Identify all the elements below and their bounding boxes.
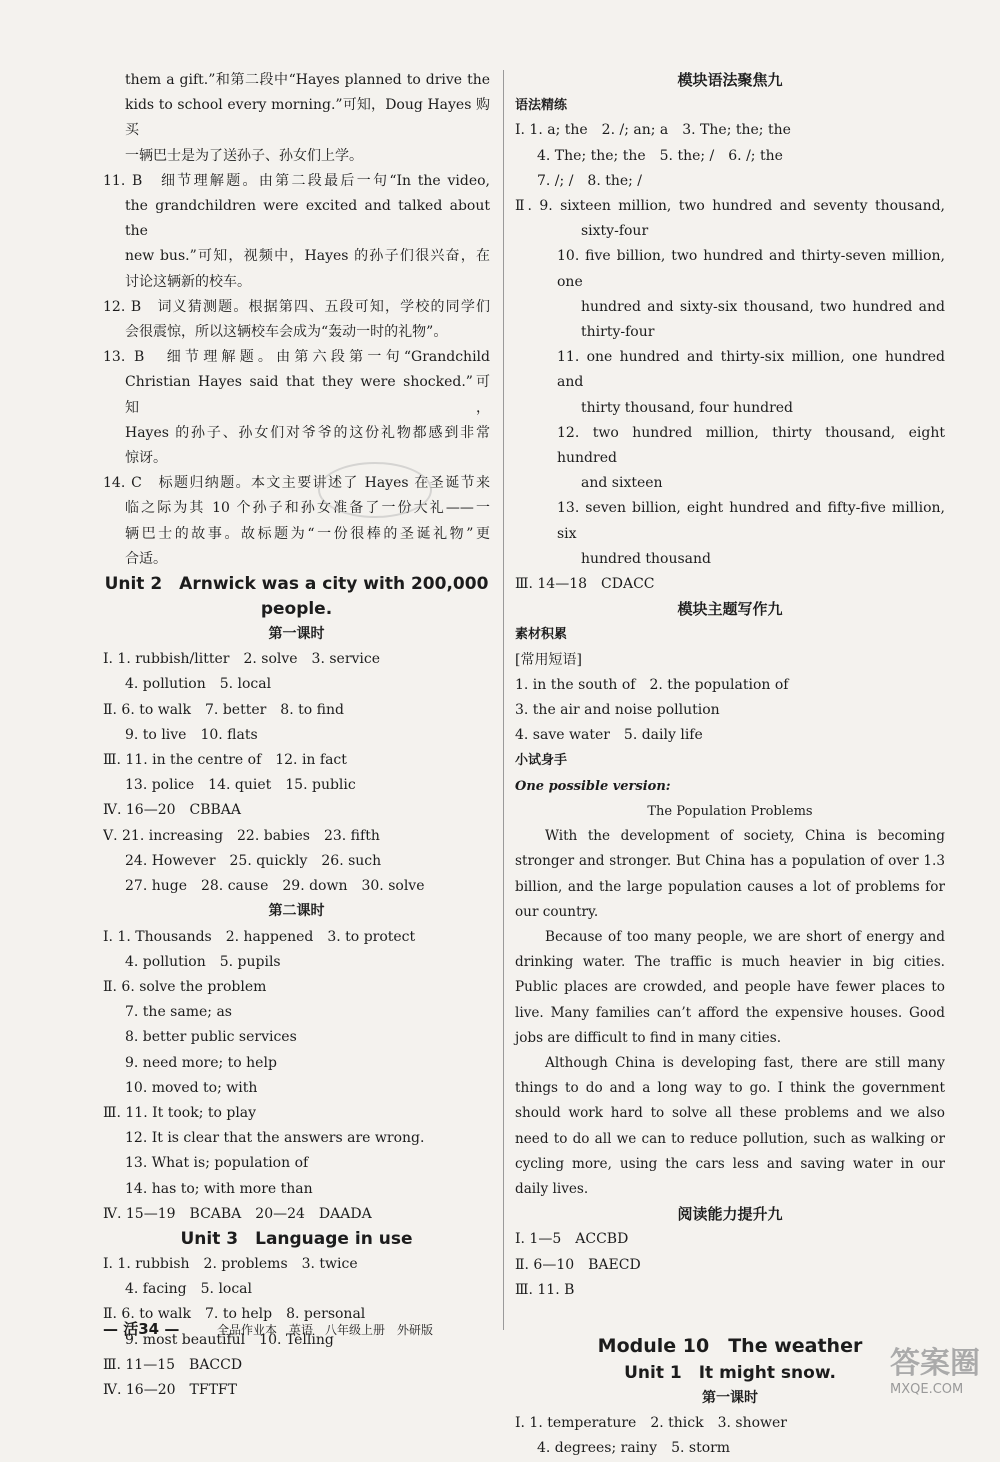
answer-line: 第一课时 [268,626,325,643]
essay-paragraph: Although China is developing fast, there are still many things to do and a long way to go. I think the government should work hard to solve all these problems and we also need to do all we can to reduce pollution, such as walking or cycling more, using the cars less and saving water in our daily lives. [515,1054,945,1197]
answer-line: Hayes 的孙子、孙女们对爷爷的这份礼物都感到非常 [125,424,490,441]
answer-line: 12. two hundred million, thirty thousand, eight hundred [557,424,945,467]
answer-line: 12. It is clear that the answers are wrong. [125,1130,425,1147]
answer-line: 模块主题写作九 [677,600,783,619]
answer-line: hundred and sixty-six thousand, two hundred and [581,298,945,315]
answer-line: them a gift.”和第二段中“Hayes planned to drive the [125,72,490,88]
answer-line: 11. one hundred and thirty-six million, one hundred and [557,349,945,391]
watermark-brand: 答案圈 [890,1346,980,1381]
answer-line: 13. What is; population of [125,1155,309,1172]
answer-line: Ⅱ. 6. to walk 7. better 8. to find [103,701,344,718]
essay-paragraph: With the development of society, China is becoming stronger and stronger. But China has a population of over 1.3 billion, and the large population causes a lot of problems for our country. [515,828,945,920]
answer-line: the grandchildren were excited and talked about the [125,198,490,240]
unit-title: Unit 1 It might snow. [624,1362,836,1383]
essay [515,824,945,1202]
answer-line: 临之际为其 10 个孙子和孙女准备了一份大礼——一 [125,500,490,517]
answer-line: 13. police 14. quiet 15. public [125,777,356,794]
answer-line: 10. moved to; with [125,1079,258,1096]
answer-line: 4. save water 5. daily life [515,727,703,744]
answer-line: 14. has to; with more than [125,1180,313,1197]
stamp-icon [318,462,432,518]
answer-line: Ⅱ. 6. to walk 7. to help 8. personal [103,1306,366,1323]
answer-line: 3. the air and noise pollution [515,702,720,719]
answer-line: Ⅲ. 11. B [515,1281,575,1298]
answer-line: Ⅱ. 6. solve the problem [103,978,267,995]
watermark [890,1338,980,1397]
answer-line: 4. pollution 5. pupils [125,953,281,970]
answer-line: 合适。 [125,550,167,567]
answer-line: 7. the same; as [125,1004,232,1021]
answer-line: 第二课时 [268,903,325,920]
lesson-title: 第一课时 [702,1389,758,1406]
answer-line: 1. in the south of 2. the population of [515,676,789,693]
answer-line: new bus.”可知，视频中，Hayes 的孙子们很兴奋，在 [125,248,490,265]
answer-line: people. [260,599,333,620]
answer-line: Ⅲ. 11—15 BACCD [103,1356,243,1373]
answer-line: 8. better public services [125,1029,297,1046]
answer-line: sixty-four [581,223,649,240]
answer-line: and sixteen [581,475,663,492]
answer-line: Unit 3 Language in use [180,1228,413,1249]
answer-line: 24. However 25. quickly 26. such [125,852,382,869]
answer-line: Ⅳ. 16—20 TFTFT [103,1381,237,1398]
left-column [103,68,490,1403]
answer-line: Unit 2 Arnwick was a city with 200,000 [104,574,489,595]
answer-line: 一辆巴士是为了送孙子、孙女们上学。 [125,147,363,164]
answer-line: kids to school every morning.”可知，Doug Hayes 购买 [125,97,490,139]
answer-line: Ⅳ. 15—19 BCABA 20—24 DAADA [103,1205,372,1222]
answer-line: 4. pollution 5. local [125,676,272,693]
answer-line: Ⅱ. 6—10 BAECD [515,1256,641,1273]
answer-line: 讨论这辆新的校车。 [125,273,251,290]
answer-line: 9. most beautiful 10. Telling [125,1331,334,1348]
page-number: — 活34 — [103,1320,180,1338]
book-title: 全品作业本 英语 八年级上册 外研版 [216,1323,433,1337]
answer-line: 语法精练 [515,98,568,114]
answer-line: thirty thousand, four hundred [581,399,794,416]
answer-line: hundred thousand [581,550,711,567]
answer-line: Ⅰ. 1. temperature 2. thick 3. shower [515,1415,787,1432]
answer-line: Ⅳ. 16—20 CBBAA [103,802,242,819]
answer-line: 9. to live 10. flats [125,726,258,743]
answer-line: 素材积累 [515,627,568,643]
answer-line: Ⅰ. 1—5 ACCBD [515,1231,629,1248]
answer-line: Ⅰ. 1. rubbish/litter 2. solve 3. service [103,651,381,668]
answer-line: thirty-four [581,324,655,341]
answer-line: 惊讶。 [125,450,167,467]
answer-line: 9. need more; to help [125,1054,277,1071]
answer-line: 4. The; the; the 5. the; / 6. /; the [537,147,783,164]
right-column [515,68,945,1462]
answer-line: One possible version: [515,778,671,794]
answer-line: [常用短语] [515,651,582,668]
answer-line: 阅读能力提升九 [677,1205,783,1224]
column-divider [503,70,504,1330]
answer-line: Christian Hayes said that they were shocked.”可知， [125,374,490,416]
answer-line: 模块语法聚焦九 [677,71,783,89]
answer-line: Ⅰ. 1. Thousands 2. happened 3. to protect [103,928,416,945]
answer-line: 10. five billion, two hundred and thirty-seven million, one [557,248,945,290]
answer-line: Ⅱ. 9. sixteen million, two hundred and seventy thousand, [515,198,945,215]
answer-line: 13. B 细节理解题。由第六段第一句“Grandchild [103,349,490,366]
answer-line: Ⅲ. 14—18 CDACC [515,576,655,593]
answer-line: Ⅲ. 11. in the centre of 12. in fact [103,752,347,769]
answer-line: 14. C 标题归纳题。本文主要讲述了 Hayes 在圣诞节来 [103,475,490,492]
answer-line: 辆巴士的故事。故标题为“一份很棒的圣诞礼物”更 [125,525,490,542]
answer-line: 13. seven billion, eight hundred and fifty-five million, six [557,500,945,542]
answer-line: 小试身手 [515,753,568,769]
answer-line: Ⅰ. 1. rubbish 2. problems 3. twice [103,1255,358,1272]
module-title: Module 10 The weather [597,1334,863,1357]
answer-line: Ⅴ. 21. increasing 22. babies 23. fifth [103,827,380,844]
answer-line: 会很震惊，所以这辆校车会成为“轰动一时的礼物”。 [125,324,448,341]
answer-line: 27. huge 28. cause 29. down 30. solve [125,878,425,895]
answer-line: The Population Problems [647,803,813,819]
answer-line: 11. B 细节理解题。由第二段最后一句“In the video, [103,172,490,189]
answer-line: Ⅲ. 11. It took; to play [103,1104,257,1121]
answer-line: 4. facing 5. local [125,1281,253,1298]
answer-line: 12. B 词义猜测题。根据第四、五段可知，学校的同学们 [103,298,490,315]
answer-line: 4. degrees; rainy 5. storm [537,1440,731,1457]
answer-line: Ⅰ. 1. a; the 2. /; an; a 3. The; the; the [515,122,791,139]
watermark-site: MXQE.COM [890,1382,964,1397]
answer-line: 7. /; / 8. the; / [537,172,643,189]
footer [103,1318,433,1339]
essay-paragraph: Because of too many people, we are short of energy and drinking water. The traffic is much heavier in big cities. Public places are crowded, and people have fewer places to live. Many families can’t afford the expensive houses. Good jobs are difficult to find in many cities. [515,928,945,1046]
